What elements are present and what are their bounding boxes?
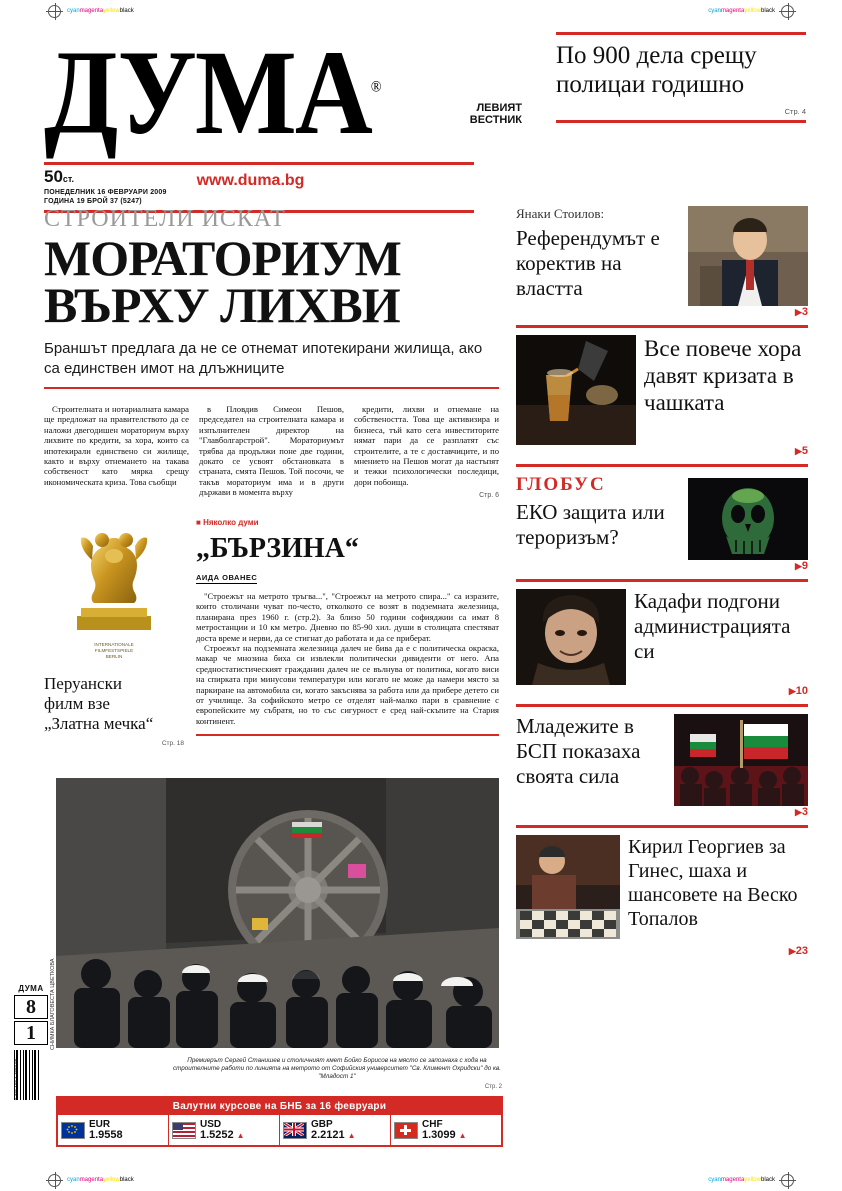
barcode-number: 9 771 106 1 4003 08 [14,1058,19,1100]
rail-item-page-eco [516,560,808,572]
currency-value [200,1130,245,1141]
masthead-subtitle [470,102,522,126]
rail-item-bsp[interactable] [516,714,808,806]
right-rail [516,206,808,957]
divider [516,325,808,328]
lead-body [44,404,499,502]
opinion-paragraph: Строежът на подземната железница далеч не бива да е с политическа окраска, макар че мнозина биха си извлекли политически дивиденти от него. Апа средностатистическият гражданин далеч не се вълнува от политика, когато виси на спирката при минусови температури или когато не може да намери място за паркиране на автомобила си, когато закъснява за работа или да прибере детето си от училище. За софийското метро се отделят най-малко пари в сравнение с европейските му събратя, но то със сигурност е сред най-скъпите на Стария континент. [196,643,499,726]
rail-item-page-crisis [516,445,808,457]
flag-us-icon [172,1122,196,1139]
triangle-icon: ▶ [788,686,796,696]
triangle-icon: ▶ [794,807,802,817]
rail-item-thumb-stoilov [688,206,808,306]
rail-item-page-bsp [516,806,808,818]
rail-item-gaddafi[interactable] [516,589,808,685]
opinion-column [196,518,499,736]
rail-item-stoilov[interactable] [516,206,808,306]
triangle-icon: ▶ [794,561,802,571]
currency-code: GBP [311,1119,333,1130]
currency-value: 1.9558 [89,1129,123,1141]
film-title-line1: Перуански [44,674,122,693]
rail-item-thumb-chess [516,835,620,939]
lead-deck: Браншът предлага да не се отнемат ипотекирани жилища, ако са единствен имот на длъжниците [44,340,483,377]
opinion-body [196,591,499,726]
triangle-icon: ▶ [788,946,796,956]
top-teaser[interactable] [556,32,806,123]
page-number: 3 [801,806,808,818]
triangle-icon: ■ [196,518,201,527]
issue-date: ПОНЕДЕЛНИК 16 ФЕВРУАРИ 2009 [44,189,167,196]
page-number: 5 [801,445,808,457]
divider [44,387,499,389]
golden-bear-block [44,520,184,754]
currency-code: EUR [89,1119,111,1130]
opinion-paragraph: "Строежът на метрото тръгва...", "Строежът на метрото спира..." са изразите, които столичани чуват по-често, отколкото се возят в подземната железница, планирана през 1960 г. (стр.2). За близо 50 години софияджии са имат 8 метростанции и 10 км метро. Дневно по 85-90 хил. души в столицата спестяват доста време и нерви, да се стигнат до работата и да се приберат. [196,591,499,643]
lead-photo-page: Стр. 2 [484,1084,502,1090]
divider [196,734,499,736]
issue-price-unit: ст. [62,174,75,184]
lead-column-3 [354,404,499,502]
registration-mark-icon [781,5,794,18]
rail-item-thumb-eco [688,478,808,560]
print-registration-bar-top [0,2,842,20]
page-number: 9 [801,560,808,572]
rail-item-headline: ЕКО защита или тероризъм? [516,500,665,549]
currency-value-text: 1.3099 [422,1129,456,1141]
currency-value-text: 2.2121 [311,1129,345,1141]
masthead [44,26,522,160]
rail-item-page-stoilov [516,306,808,318]
arrow-up-icon: ▲ [347,1131,356,1140]
page-number: 10 [795,685,808,697]
rail-item-label: Янаки Стоилов: [516,206,605,221]
currency-code: USD [200,1119,222,1130]
top-teaser-headline: По 900 дела срещу полицаи годишно [556,42,757,98]
lead-photo-caption [172,1057,502,1091]
masthead-subtitle-line2: ВЕСТНИК [469,114,522,126]
lead-headline [44,230,499,333]
rail-item-headline: Референдумът е коректив на властта [516,226,660,300]
rail-item-headline: Младежите в БСП показаха своята сила [516,714,641,788]
opinion-title: „БЪРЗИНА“ [196,533,359,564]
registration-mark-icon [48,5,61,18]
cmyk-strip-right: cyanmagentayellowblack [708,8,775,14]
rail-item-headline: Кирил Георгиев за Гинес, шаха и шансовете на Веско Топалов [628,836,798,930]
bear-ad-caption [44,642,184,660]
film-page: Стр. 18 [161,740,184,747]
lead-kicker: СТРОИТЕЛИ ИСКАТ [44,206,286,232]
currency-rates-box [56,1096,503,1147]
registration-mark-icon [48,1174,61,1187]
currency-cell-eur [58,1115,169,1145]
page-marker [14,984,48,1045]
paper-logo-text: ДУМА [44,26,371,160]
rail-item-thumb-crisis [516,335,636,445]
paper-logo [44,26,514,160]
lead-photo-image [56,778,499,1048]
page-marker-number-top: 8 [14,995,48,1019]
bear-caption-line2: FILMFESTSPIELE [94,648,134,653]
rail-item-headline: Все повече хора давят кризата в чашката [644,336,802,415]
lead-paragraph: кредити, лихви и отнемане на собствеността. Това ще активизира и бизнеса, тъй като сега инвеститорите нямат пари да се разплатят със строителите, а те с доставчиците, и по мнението на Пешов могат да настъпят и тежки психологически последици, дори побоища. [354,404,499,487]
issue-price [44,168,167,188]
arrow-up-icon: ▲ [458,1131,467,1140]
registered-trademark-icon: ® [370,79,380,97]
triangle-icon: ▶ [794,446,802,456]
opinion-tagline-text: Няколко думи [203,518,259,527]
film-teaser[interactable] [44,674,184,754]
currency-value [311,1130,356,1141]
page-marker-number-bottom: 1 [14,1021,48,1045]
lead-paragraph: в Пловдив Симеон Пешов, председател на строителната камара и изпълнителен директор на "Главболгарстрой". Мораториумът трябва да продължи поне две години, докато се усвоят обстановката в страната, смята Пешов. Той посочи, че такъв мораториум има и в други държави в момента върху [199,404,344,498]
flag-eu-icon [61,1122,85,1139]
rail-item-page-chess [516,945,808,957]
lead-page-ref: Стр. 6 [479,492,499,500]
lead-photo-caption-text: Премиерът Сергей Станишев и столичният кмет Бойко Борисов на място се запознаха с хода на строителните работи по линията на метрото от Софийския университет "Св. Климент Охридски" до кв. "Младост 1" [172,1057,501,1080]
flag-uk-icon [283,1122,307,1139]
flag-ch-icon [394,1122,418,1139]
rail-item-page-gaddafi [516,685,808,697]
opinion-author: АИДА ОВАНЕС [196,573,258,582]
page-number: 23 [795,945,808,957]
currency-cell-chf [391,1115,501,1145]
divider [556,32,806,35]
arrow-up-icon: ▲ [236,1131,245,1140]
triangle-icon: ▶ [794,307,802,317]
divider [516,579,808,582]
rail-item-chess[interactable] [516,835,808,939]
currency-cell-gbp [280,1115,391,1145]
lead-column-2 [199,404,344,502]
currency-row [58,1115,501,1145]
divider [516,825,808,828]
currency-title: Валутни курсове на БНБ за 16 февруари [58,1098,501,1115]
lead-paragraph: Строителната и нотариалната камара ще предложат на правителството да се наложи двегодишен мораториум върху лихвите по кредити, за хора, които са ипотекирали единствено си жилище, както и върху отнемането на такава собственост като мярка срещу икономическата криза. Това съобщи [44,404,189,487]
film-title-line2: филм взе [44,694,110,713]
golden-bear-icon [59,520,169,640]
opinion-tagline [196,518,499,527]
section-label-globus: ГЛОБУС [516,474,606,495]
photo-credit: СНИМКА БЛАГОВЕСТА ЦВЕТКОВА [50,958,56,1050]
cmyk-strip-left: cyanmagentayellowblack [67,8,134,14]
lead-headline-line1: МОРАТОРИУМ [44,230,401,286]
barcode [14,1050,40,1114]
cmyk-strip-right: cyanmagentayellowblack [708,1177,775,1183]
page-number: 3 [801,306,808,318]
currency-value-text: 1.5252 [200,1129,234,1141]
currency-cell-usd [169,1115,280,1145]
masthead-subtitle-line1: ЛЕВИЯТ [476,102,522,114]
divider [516,704,808,707]
rail-item-eco[interactable] [516,500,808,560]
currency-value [422,1130,467,1141]
currency-code: CHF [422,1119,443,1130]
rail-item-thumb-gaddafi [516,589,626,685]
divider [556,120,806,123]
rail-item-crisis[interactable] [516,335,808,445]
bear-caption-line1: INTERNATIONALE [94,642,134,647]
film-title-line3: „Златна мечка“ [44,714,154,733]
lead-column-1 [44,404,189,502]
rail-item-thumb-bsp [674,714,808,806]
lead-photo [56,778,499,1048]
rail-item-headline: Кадафи подгони администрацията си [634,589,791,663]
issue-number: ГОДИНА 19 БРОЙ 37 (5247) [44,198,142,205]
lead-story [44,206,499,389]
registration-mark-icon [781,1174,794,1187]
issue-price-value: 50 [44,167,63,186]
divider [516,464,808,467]
bear-caption-line3: BERLIN [105,654,123,659]
page-marker-paper: ДУМА [18,984,44,993]
lead-headline-line2: ВЪРХУ ЛИХВИ [44,277,400,333]
print-registration-bar-bottom [0,1171,842,1189]
website-link[interactable]: www.duma.bg [196,172,305,189]
cmyk-strip-left: cyanmagentayellowblack [67,1177,134,1183]
top-teaser-page: Стр. 4 [784,107,806,116]
